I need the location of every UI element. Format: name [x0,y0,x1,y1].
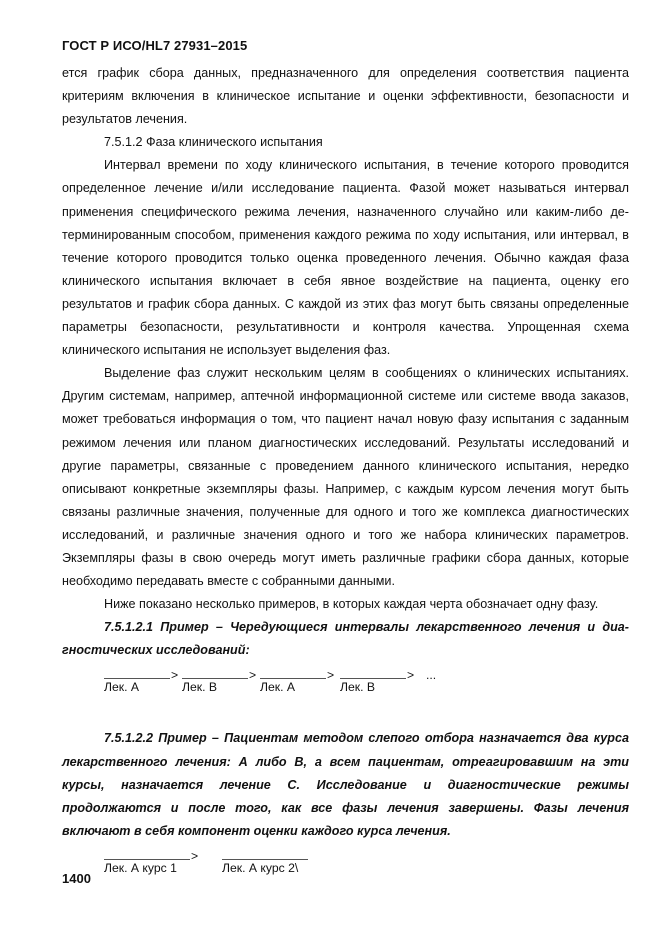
paragraph-examples-intro: Ниже показано несколько примеров, в которых каждая черта обозначает одну фазу. [104,597,599,612]
phase-ellipsis: ... [426,668,437,683]
phase-segment: > [340,664,414,687]
document-header: ГОСТ Р ИСО/HL7 27931–2015 [62,38,248,53]
phase-diagram-alternating [104,662,629,708]
phase-segment: > [182,664,256,687]
page-number: 1400 [62,871,91,886]
phase-diagram-courses [104,843,629,883]
phase-segment: > [260,664,334,687]
phase-label: Лек. В [340,680,376,695]
phase-label: Лек. В [182,680,218,695]
example-heading-75122: 7.5.1.2.2 Пример – Пациентам методом слепого отбора назначается два курса лекарственного лечения: А либо В, а всем пациентам, отреагировавшим на эти курсы, назначается лечение С. Исследование и диагностические режимы продолжаются и после того, как все фазы лечения завершены. Фазы лечения включают в себя компонент оценки каждого курса лечения. [62,731,629,838]
phase-segment: > [104,664,178,687]
phase-label: Лек. А [104,680,140,695]
phase-segment: > [104,845,198,868]
paragraph-phase-purposes: Выделение фаз служит нескольким целям в сообщениях о клинических испытаниях. Другим системам, например, аптечной информационной системе или системе ввода заказов, может требоваться информация о том, что пациент начал новую фазу испытания с заданным режимом лечения или планом диагностических исследований. Результаты исследований и другие параметры, связанные с проведением данного клинического испытания, нередко описывают конкретные экземпляры фазы. Например, с каждым курсом лечения могут быть связаны различные значения, полученные для одного и того же комплекса диагностических исследований, и различные значения одного и того же набора клинических параметров. Экземпляры фазы в свою очередь могут иметь различные графики сбора данных, которые необходимо передавать вместе с собранными данными. [62,366,629,589]
document-body [62,62,629,883]
phase-label: Лек. А [260,680,296,695]
section-heading-7512: 7.5.1.2 Фаза клинического испытания [104,135,323,150]
example-heading-75121: 7.5.1.2.1 Пример – Чередующиеся интервалы лекарственного лечения и диагностических исследований: [62,620,629,658]
phase-label: Лек. А курс 1 [104,860,177,875]
paragraph-continuation: ется график сбора данных, предназначенного для определения соответствия пациента критериям включения в клиническое испытание и оценки эффективности, безопасности и результатов лечения. [62,66,629,127]
paragraph-phase-definition: Интервал времени по ходу клинического испытания, в течение которого проводится определенное лечение и/или исследование пациента. Фазой может называться интервал применения специфического режима лечения, назначенного случайно или каким-либо детерминированным способом, применения каждого режима по ходу испытания, или интервал, в течение которого проводится только оценка проведенного лечения. Обычно каждая фаза клинического испытания включает в себя явное воздействие на пациента, оценку его результатов и график сбора данных. С каждой из этих фаз могут быть связаны определенные параметры безопасности, результативности и контроля качества. Упрощенная схема клинического испытания не использует выделения фаз. [62,158,629,358]
phase-label: Лек. А курс 2\ [222,860,299,875]
